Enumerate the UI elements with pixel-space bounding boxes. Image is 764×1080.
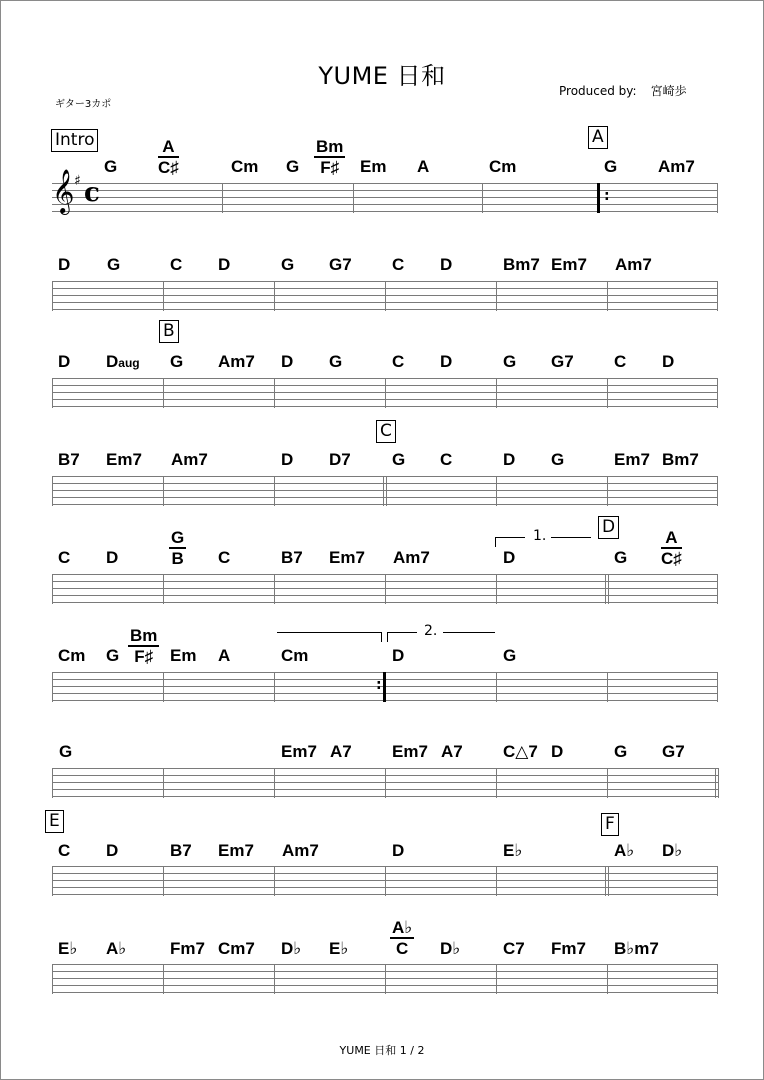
staff-line-5: [52, 574, 718, 604]
chord-l2-3: C: [170, 255, 183, 274]
rehearsal-a: A: [588, 126, 608, 149]
chord-l7-7: D: [551, 742, 564, 761]
chord-l2-4: D: [218, 255, 231, 274]
chord-l6-3: Em: [170, 646, 197, 665]
chord-l8-3: B7: [170, 841, 192, 860]
chord-l3-7: C: [392, 352, 405, 371]
chord-l1-2: Cm: [231, 157, 259, 176]
chord-l5-7: D: [503, 548, 516, 567]
chord-l2-6: G7: [329, 255, 352, 274]
staff-line-6: [52, 672, 718, 702]
staff-line-4: [52, 476, 718, 506]
treble-clef-icon: 𝄞: [52, 169, 75, 213]
volta-2-line-left: [387, 632, 417, 633]
chord-l1-7: G: [604, 157, 618, 176]
chord-l6-2: G: [106, 646, 120, 665]
volta-1-label: 1.: [533, 528, 547, 544]
chord-l2-2: G: [107, 255, 121, 274]
chord-l8-7: E♭: [503, 841, 523, 860]
chord-l5-6: Am7: [393, 548, 430, 567]
slash-chord-num: Bm: [130, 626, 158, 645]
volta-1-line-right: [551, 537, 591, 538]
produced-label: Produced by:: [559, 84, 637, 98]
chord-l6-5: Cm: [281, 646, 309, 665]
repeat-start-dots: :: [604, 188, 610, 204]
chord-l1-3: G: [286, 157, 300, 176]
chord-l4-5: D7: [329, 450, 351, 469]
chord-l7-8: G: [614, 742, 628, 761]
chord-l7-3: A7: [330, 742, 352, 761]
slash-chord-den: B: [171, 549, 184, 568]
staff-line-9: [52, 964, 718, 994]
slash-chord-l6-a: [128, 627, 159, 665]
chord-l3-2: Daug: [106, 352, 140, 371]
slash-chord-l1-b: [314, 138, 345, 176]
chord-l9-3: Fm7: [170, 939, 205, 958]
volta-2-bracket-start: [387, 632, 388, 642]
slash-chord-den: C♯: [158, 158, 179, 177]
slash-chord-num: A♭: [392, 918, 413, 937]
chord-l2-11: Am7: [615, 255, 652, 274]
chord-l2-10: Em7: [551, 255, 587, 274]
volta-1-line-left: [495, 537, 525, 538]
chord-l4-10: Em7: [614, 450, 650, 469]
volta-1-line-continued: [277, 632, 381, 633]
chord-l7-4: Em7: [392, 742, 428, 761]
chord-l2-7: C: [392, 255, 405, 274]
key-signature-sharp: ♯: [74, 173, 81, 189]
chord-l4-1: B7: [58, 450, 80, 469]
chord-l6-6: D: [392, 646, 405, 665]
rehearsal-e: E: [45, 810, 64, 833]
chord-l6-4: A: [218, 646, 231, 665]
chord-l1-1: G: [104, 157, 118, 176]
chord-l9-4: Cm7: [218, 939, 255, 958]
slash-chord-den: C♯: [661, 549, 682, 568]
chord-l6-1: Cm: [58, 646, 86, 665]
chord-l4-3: Am7: [171, 450, 208, 469]
chord-l2-5: G: [281, 255, 295, 274]
chord-l5-1: C: [58, 548, 71, 567]
chord-l9-9: Fm7: [551, 939, 586, 958]
chord-l9-6: E♭: [329, 939, 349, 958]
rehearsal-b: B: [159, 320, 179, 343]
chord-l2-8: D: [440, 255, 453, 274]
volta-2-label: 2.: [424, 623, 438, 639]
staff-line-2: [52, 281, 718, 311]
chord-l4-6: G: [392, 450, 406, 469]
volta-2-line-right: [443, 632, 495, 633]
chord-l6-7: G: [503, 646, 517, 665]
chord-l7-2: Em7: [281, 742, 317, 761]
chord-l8-8: A♭: [614, 841, 635, 860]
slash-chord-den: C: [396, 939, 409, 958]
slash-chord-num: Bm: [316, 137, 344, 156]
chord-l9-8: C7: [503, 939, 525, 958]
slash-chord-l5-b: [661, 529, 682, 567]
repeat-end-dots: :: [376, 677, 382, 693]
chord-l9-7: D♭: [440, 939, 461, 958]
slash-chord-l5-a: [169, 529, 186, 567]
chord-l1-8: Am7: [658, 157, 695, 176]
chord-l9-10: B♭m7: [614, 939, 659, 958]
chord-l3-8: D: [440, 352, 453, 371]
chord-l8-9: D♭: [662, 841, 683, 860]
chord-l4-8: D: [503, 450, 516, 469]
staff-line-3: [52, 378, 718, 408]
volta-1-bracket-start: [495, 537, 496, 547]
slash-chord-den: F♯: [320, 158, 340, 177]
rehearsal-c: C: [376, 420, 396, 443]
chord-l8-5: Am7: [282, 841, 319, 860]
chord-l7-9: G7: [662, 742, 685, 761]
rehearsal-d: D: [598, 516, 619, 539]
chord-l2-9: Bm7: [503, 255, 540, 274]
slash-chord-num: G: [171, 528, 185, 547]
chord-l4-4: D: [281, 450, 294, 469]
chord-l7-6: C△7: [503, 742, 538, 761]
producer-name: 宮崎歩: [650, 84, 687, 98]
chord-l3-3: G: [170, 352, 184, 371]
song-title: YUME 日和: [318, 62, 446, 90]
chord-l5-8: G: [614, 548, 628, 567]
slash-chord-num: A: [158, 138, 179, 158]
chord-l3-6: G: [329, 352, 343, 371]
staff-line-1: [52, 183, 718, 213]
chord-l4-11: Bm7: [662, 450, 699, 469]
chord-l3-11: C: [614, 352, 627, 371]
chord-l4-7: C: [440, 450, 453, 469]
chord-l3-4: Am7: [218, 352, 255, 371]
time-signature-common: c: [84, 178, 100, 208]
chord-l8-6: D: [392, 841, 405, 860]
chord-l3-9: G: [503, 352, 517, 371]
slash-chord-den: F♯: [134, 647, 154, 666]
chord-l7-1: G: [59, 742, 73, 761]
chord-l8-4: Em7: [218, 841, 254, 860]
chord-l3-1: D: [58, 352, 71, 371]
capo-note: ギター3カポ: [55, 99, 112, 110]
rehearsal-f: F: [601, 813, 619, 836]
chord-l5-5: Em7: [329, 548, 365, 567]
slash-chord-l9-a: [390, 919, 414, 957]
chord-l8-1: C: [58, 841, 71, 860]
chord-l9-5: D♭: [281, 939, 302, 958]
staff-line-7: [52, 768, 718, 798]
chord-l9-1: E♭: [58, 939, 78, 958]
chord-l3-10: G7: [551, 352, 574, 371]
chord-l1-4: Em: [360, 157, 387, 176]
chord-l5-4: B7: [281, 548, 303, 567]
staff-line-8: [52, 866, 718, 896]
chord-l2-1: D: [58, 255, 71, 274]
chord-l7-5: A7: [441, 742, 463, 761]
volta-1-bracket-end: [381, 632, 382, 642]
chord-l5-3: C: [218, 548, 231, 567]
slash-chord-num: A: [661, 529, 682, 549]
chord-l4-9: G: [551, 450, 565, 469]
chord-l1-6: Cm: [489, 157, 517, 176]
slash-chord-l1-a: [158, 138, 179, 176]
chord-l8-2: D: [106, 841, 119, 860]
chord-l3-12: D: [662, 352, 675, 371]
chord-l1-5: A: [417, 157, 430, 176]
produced-by: [559, 82, 687, 99]
rehearsal-intro: Intro: [51, 129, 98, 152]
chord-l5-2: D: [106, 548, 119, 567]
chord-l3-5: D: [281, 352, 294, 371]
page-footer: YUME 日和 1 / 2: [339, 1044, 425, 1057]
chord-l4-2: Em7: [106, 450, 142, 469]
chord-l9-2: A♭: [106, 939, 127, 958]
